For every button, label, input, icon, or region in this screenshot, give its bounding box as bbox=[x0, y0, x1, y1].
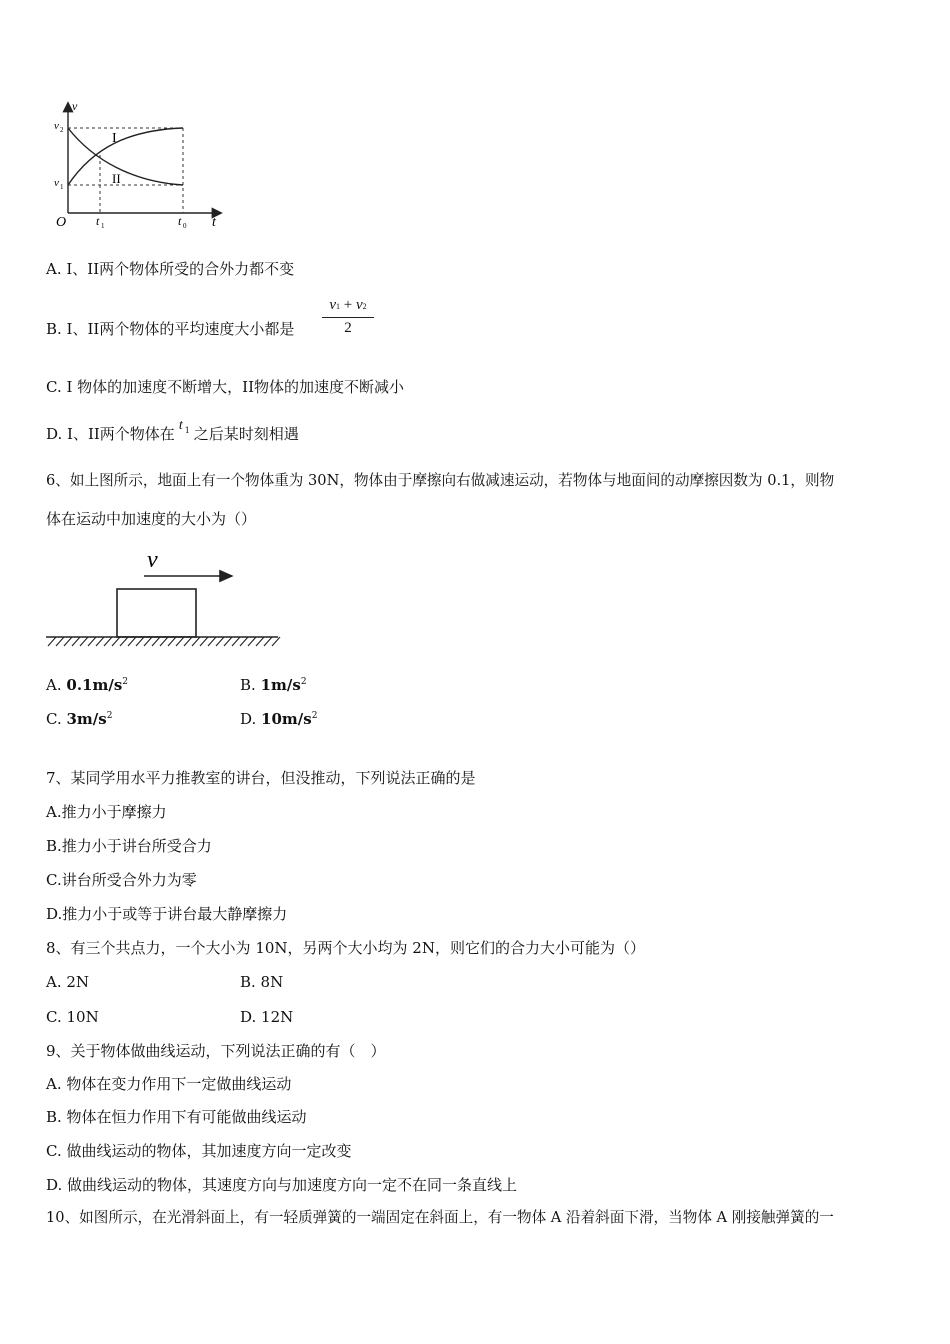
hatch-mark bbox=[232, 637, 240, 646]
hatch-mark bbox=[80, 637, 88, 646]
hatch-mark bbox=[160, 637, 168, 646]
hatch-mark bbox=[256, 637, 264, 646]
hatch-mark bbox=[72, 637, 80, 646]
q9-stem: 9、关于物体做曲线运动，下列说法正确的有（ ） bbox=[46, 1042, 386, 1060]
q5-option-b-text: B. I、II两个物体的平均速度大小都是 bbox=[46, 320, 295, 338]
q7-option-d: D.推力小于或等于讲台最大静摩擦力 bbox=[46, 905, 288, 923]
q7-option-c: C.讲台所受合外力为零 bbox=[46, 871, 197, 889]
hatch-mark bbox=[96, 637, 104, 646]
ground-hatching bbox=[48, 637, 280, 646]
x-axis-label: t bbox=[212, 215, 216, 230]
fraction-numerator: v1 + v2 bbox=[322, 296, 374, 318]
hatch-mark bbox=[64, 637, 72, 646]
y-axis-label: v bbox=[72, 99, 78, 113]
q7-option-a: A.推力小于摩擦力 bbox=[46, 803, 167, 821]
hatch-mark bbox=[248, 637, 256, 646]
hatch-mark bbox=[120, 637, 128, 646]
v1-sub: 1 bbox=[60, 183, 64, 191]
q7-option-b: B.推力小于讲台所受合力 bbox=[46, 837, 212, 855]
hatch-mark bbox=[136, 637, 144, 646]
hatch-mark bbox=[112, 637, 120, 646]
q7-stem: 7、某同学用水平力推教室的讲台，但没推动，下列说法正确的是 bbox=[46, 769, 476, 787]
t1-label: t bbox=[96, 214, 100, 228]
q8-option-d: D. 12N bbox=[240, 1008, 294, 1026]
q9-option-c: C. 做曲线运动的物体，其加速度方向一定改变 bbox=[46, 1142, 352, 1160]
hatch-mark bbox=[192, 637, 200, 646]
block-on-ground-diagram bbox=[44, 545, 284, 655]
velocity-label: v bbox=[147, 547, 158, 573]
q8-option-b: B. 8N bbox=[240, 973, 284, 991]
block bbox=[117, 589, 196, 637]
q6-option-a: A. $0.1m/s^2$ bbox=[46, 676, 129, 694]
q5-option-c: C. I 物体的加速度不断增大，II物体的加速度不断减小 bbox=[46, 378, 405, 396]
hatch-mark bbox=[200, 637, 208, 646]
q6-option-d: D. $10m/s^2$ bbox=[240, 710, 318, 728]
hatch-mark bbox=[240, 637, 248, 646]
hatch-mark bbox=[152, 637, 160, 646]
v2-sub: 2 bbox=[60, 126, 64, 134]
curve-II bbox=[68, 128, 183, 185]
q8-option-c: C. 10N bbox=[46, 1008, 99, 1026]
q5-option-b-fraction bbox=[322, 296, 374, 338]
q5-option-b bbox=[46, 318, 294, 340]
curve-I bbox=[68, 128, 183, 185]
hatch-mark bbox=[272, 637, 280, 646]
v2-label: v bbox=[54, 120, 59, 132]
q6-option-c: C. $3m/s^2$ bbox=[46, 710, 113, 728]
q9-option-a: A. 物体在变力作用下一定做曲线运动 bbox=[46, 1075, 292, 1093]
hatch-mark bbox=[224, 637, 232, 646]
v1-label: v bbox=[54, 177, 59, 189]
q8-option-a: A. 2N bbox=[46, 973, 90, 991]
hatch-mark bbox=[176, 637, 184, 646]
q6-stem-line2: 体在运动中加速度的大小为（） bbox=[46, 510, 257, 528]
q9-option-b: B. 物体在恒力作用下有可能做曲线运动 bbox=[46, 1108, 307, 1126]
q6-option-b: B. $1m/s^2$ bbox=[240, 676, 307, 694]
hatch-mark bbox=[184, 637, 192, 646]
hatch-mark bbox=[48, 637, 56, 646]
curve-I-label: I bbox=[112, 131, 117, 146]
hatch-mark bbox=[264, 637, 272, 646]
q5-option-d: D. I、II两个物体在 t $^1$ 之后某时刻相遇 bbox=[46, 418, 299, 443]
t0-label: t bbox=[178, 214, 182, 228]
velocity-time-graph bbox=[48, 98, 228, 233]
q5-option-a: A. I、II两个物体所受的合外力都不变 bbox=[46, 260, 295, 278]
hatch-mark bbox=[88, 637, 96, 646]
hatch-mark bbox=[216, 637, 224, 646]
t0-sub: 0 bbox=[183, 222, 187, 230]
t1-sub: 1 bbox=[101, 222, 105, 230]
hatch-mark bbox=[168, 637, 176, 646]
curve-II-label: II bbox=[112, 171, 121, 186]
hatch-mark bbox=[128, 637, 136, 646]
hatch-mark bbox=[208, 637, 216, 646]
q6-stem-line1: 6、如上图所示，地面上有一个物体重为 30N，物体由于摩擦向右做减速运动，若物体与地面间的动摩擦因数为 0.1，则物 bbox=[46, 472, 835, 489]
q10-stem: 10、如图所示，在光滑斜面上，有一轻质弹簧的一端固定在斜面上，有一物体 A 沿着斜面下滑，当物体 A 刚接触弹簧的一 bbox=[46, 1209, 834, 1226]
fraction-denominator: 2 bbox=[344, 320, 352, 336]
q9-option-d: D. 做曲线运动的物体，其速度方向与加速度方向一定不在同一条直线上 bbox=[46, 1176, 518, 1194]
hatch-mark bbox=[104, 637, 112, 646]
hatch-mark bbox=[56, 637, 64, 646]
q8-stem: 8、有三个共点力，一个大小为 10N，另两个大小均为 2N，则它们的合力大小可能为（） bbox=[46, 939, 645, 957]
hatch-mark bbox=[144, 637, 152, 646]
origin-label: O bbox=[56, 215, 67, 230]
